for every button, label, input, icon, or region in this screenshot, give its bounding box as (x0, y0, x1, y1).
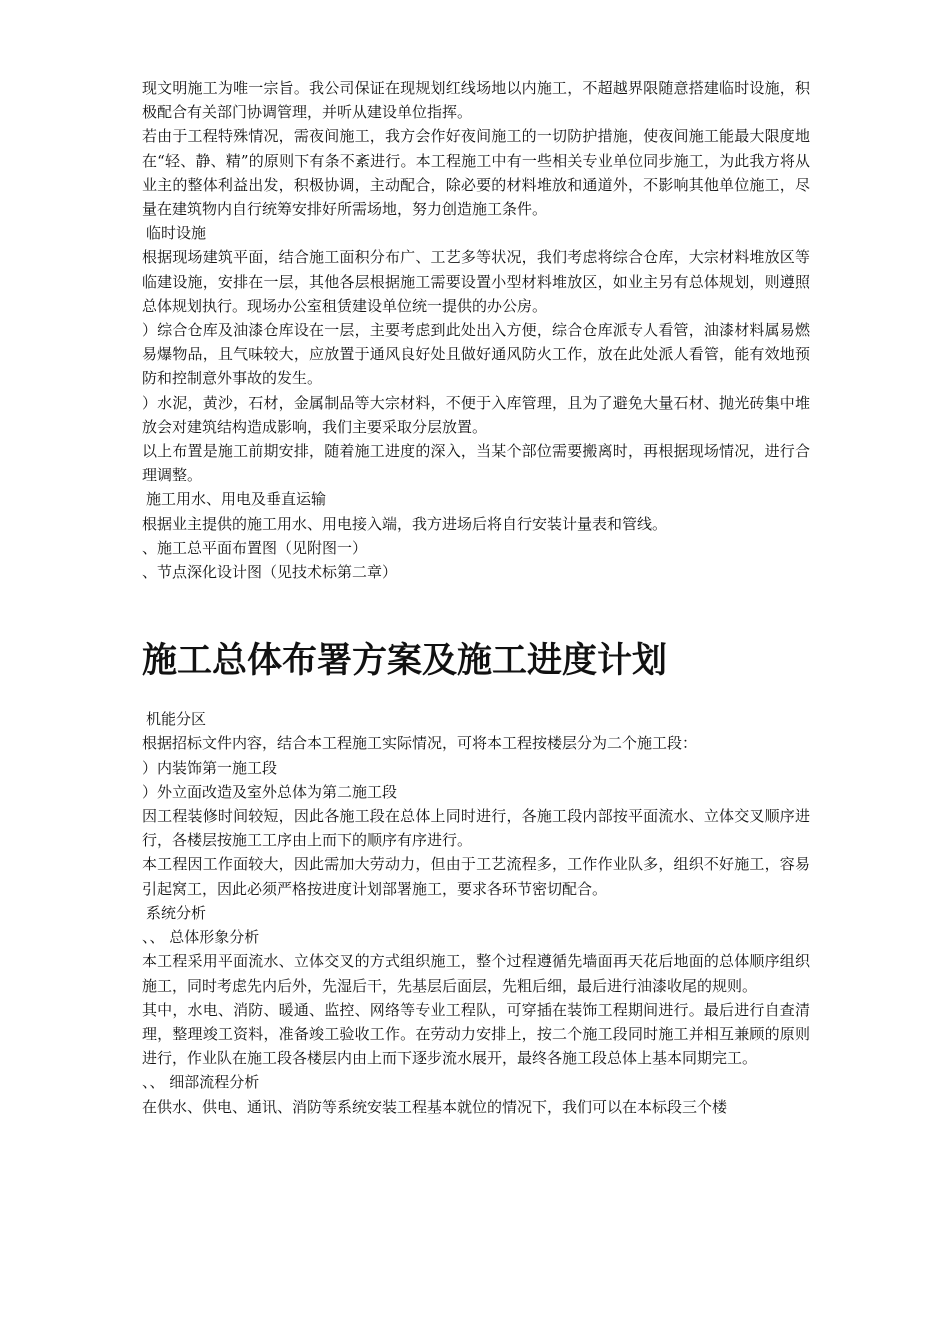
paragraph: 根据现场建筑平面，结合施工面积分布广、工艺多等状况，我们考虑将综合仓库，大宗材料堆放区等临建设施，安排在一层，其他各层根据施工需要设置小型材料堆放区，如业主另有总体规划，则遵照总体规划执行。现场办公室租赁建设单位统一提供的办公房。 (142, 248, 810, 315)
subheading: 机能分区 (146, 710, 207, 729)
paragraph: 本工程采用平面流水、立体交叉的方式组织施工，整个过程遵循先墙面再天花后地面的总体顺序组织施工，同时考虑先内后外，先湿后干，先基层后面层，先粗后细，最后进行油漆收尾的规则。 (142, 952, 810, 995)
paragraph: 以上布置是施工前期安排，随着施工进度的深入，当某个部位需要搬离时，再根据现场情况，进行合理调整。 (142, 442, 810, 485)
paragraph: 、、 总体形象分析 (142, 928, 260, 947)
paragraph: 其中，水电、消防、暖通、监控、网络等专业工程队，可穿插在装饰工程期间进行。最后进行自查清理，整理竣工资料，准备竣工验收工作。在劳动力安排上，按二个施工段同时施工并相互兼顾的原则进行，作业队在施工段各楼层内由上而下逐步流水展开，最终各施工段总体上基本同期完工。 (142, 1000, 810, 1068)
paragraph: 本工程因工作面较大，因此需加大劳动力，但由于工艺流程多，工作作业队多，组织不好施工，容易引起窝工，因此必须严格按进度计划部署施工，要求各环节密切配合。 (142, 855, 810, 898)
paragraph: 、施工总平面布置图（见附图一） (142, 538, 368, 557)
section-site-arrangement (142, 76, 810, 584)
section-overall-deployment (142, 707, 810, 1118)
subheading: 系统分析 (146, 903, 207, 922)
section-title: 施工总体布署方案及施工进度计划 (142, 641, 668, 682)
subheading: 施工用水、用电及垂直运输 (146, 490, 327, 509)
paragraph: 、节点深化设计图（见技术标第二章） (142, 563, 398, 582)
paragraph: 根据业主提供的施工用水、用电接入端，我方进场后将自行安装计量表和管线。 (142, 514, 668, 533)
paragraph: 、、 细部流程分析 (142, 1073, 260, 1092)
paragraph: 现文明施工为唯一宗旨。我公司保证在现规划红线场地以内施工，不超越界限随意搭建临时设施，积极配合有关部门协调管理，并听从建设单位指挥。 (142, 79, 810, 122)
paragraph: ）综合仓库及油漆仓库设在一层，主要考虑到此处出入方便，综合仓库派专人看管，油漆材料属易燃易爆物品，且气味较大，应放置于通风良好处且做好通风防火工作，放在此处派人看管，能有效地预防和控制意外事故的发生。 (142, 321, 810, 388)
paragraph: ）外立面改造及室外总体为第二施工段 (142, 782, 398, 801)
paragraph: ）内装饰第一施工段 (142, 758, 278, 777)
paragraph: 在供水、供电、通讯、消防等系统安装工程基本就位的情况下，我们可以在本标段三个楼 (142, 1097, 728, 1116)
paragraph: 因工程装修时间较短，因此各施工段在总体上同时进行，各施工段内部按平面流水、立体交叉顺序进行，各楼层按施工工序由上而下的顺序有序进行。 (142, 807, 810, 850)
paragraph: 根据招标文件内容，结合本工程施工实际情况，可将本工程按楼层分为二个施工段： (142, 734, 698, 753)
subheading: 临时设施 (146, 224, 207, 243)
paragraph: ）水泥，黄沙，石材，金属制品等大宗材料，不便于入库管理，且为了避免大量石材、抛光砖集中堆放会对建筑结构造成影响，我们主要采取分层放置。 (142, 393, 810, 436)
document-page (142, 76, 810, 1119)
paragraph: 若由于工程特殊情况，需夜间施工，我方会作好夜间施工的一切防护措施，使夜间施工能最大限度地在“轻、静、精”的原则下有条不紊进行。本工程施工中有一些相关专业单位同步施工，为此我方将从业主的整体利益出发，积极协调，主动配合，除必要的材料堆放和通道外，不影响其他单位施工，尽量在建筑物内自行统筹安排好所需场地，努力创造施工条件。 (142, 127, 810, 219)
